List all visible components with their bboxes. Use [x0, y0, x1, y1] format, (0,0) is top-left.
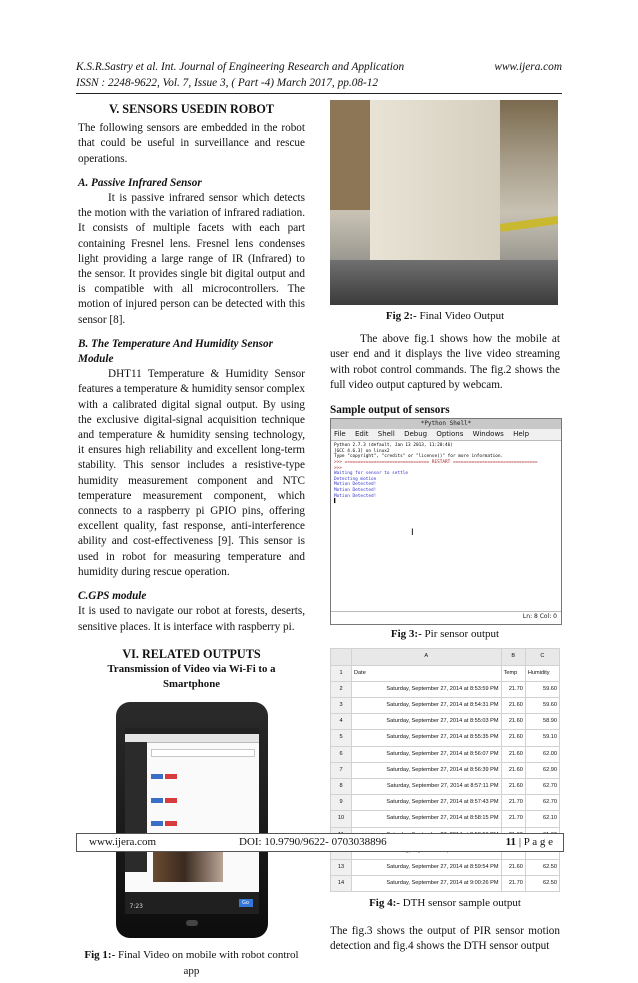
section-6-subtitle: Transmission of Video via Wi-Fi to a Smartphone: [107, 662, 276, 691]
journal-title: K.S.R.Sastry et al. Int. Journal of Engineering Research and Application: [76, 61, 405, 73]
shell-output: [331, 441, 561, 611]
smartphone-image: [116, 702, 268, 938]
photo-floor: [330, 260, 558, 305]
column-letter: [331, 649, 352, 665]
paragraph-figure-explanation: The above fig.1 shows how the mobile at user end and it displays the live video streaming with robot control commands. The fig.2 shows the full video output captured by webcam.: [330, 333, 560, 391]
footer-doi: DOI: 10.9790/9622- 0703038896: [239, 836, 387, 848]
cell-date: Saturday, September 27, 2014 at 8:56:07 PM: [352, 746, 502, 762]
page-footer: [76, 833, 564, 852]
header-rule: [76, 93, 562, 94]
phone-on-button: [151, 774, 163, 779]
cell-humidity: 62.50: [525, 876, 559, 892]
table-row: [331, 762, 560, 778]
table-row: [331, 730, 560, 746]
shell-line: >>> ================================ RESTART ================================: [334, 460, 538, 465]
subsection-a-title: A. Passive Infrared Sensor: [78, 176, 202, 189]
cell-date: Saturday, September 27, 2014 at 9:00:26 PM: [352, 876, 502, 892]
cell-temp: 21.60: [501, 762, 525, 778]
row-number: 5: [331, 730, 352, 746]
table-row: [331, 795, 560, 811]
phone-off-button: [165, 798, 177, 803]
phone-input-box: [151, 749, 255, 757]
cell-date: Saturday, September 27, 2014 at 8:55:03 PM: [352, 714, 502, 730]
video-output-photo: [330, 100, 558, 305]
photo-door: [330, 100, 370, 210]
figure-1-caption: [78, 948, 305, 978]
subsection-a-text: It is passive infrared sensor which detects the motion with the variation of infrared radiation. It consists of multiple facets with each part containing Fresnel lens. Fresnel lens condenses light providing a large range of IR (Infrared) to the sensor. It provides single bit digital output and is compatible with all microcontrollers. The motion of injured person can be detected with this sensor [8].: [78, 192, 305, 326]
section-5-intro: The following sensors are embedded in the robot that could be useful in surveillance and rescue operations.: [78, 122, 305, 165]
table-row: [331, 698, 560, 714]
shell-status-bar: Ln: 8 Col: 0: [331, 611, 561, 622]
shell-line: Motion Detected!: [334, 493, 377, 499]
row-number: 9: [331, 795, 352, 811]
table-row: [331, 714, 560, 730]
cell-temp: 21.70: [501, 876, 525, 892]
cell-date: Saturday, September 27, 2014 at 8:55:35 PM: [352, 730, 502, 746]
shell-line: Motion Detected!: [334, 487, 377, 493]
figure-1-text: Final Video on mobile with robot control app: [115, 949, 299, 977]
phone-home-button: [186, 920, 198, 926]
cell-temp: 21.70: [501, 681, 525, 697]
shell-title-bar: *Python Shell*: [331, 419, 561, 429]
cell-humidity: 59.60: [525, 698, 559, 714]
shell-line: Motion Detected!: [334, 482, 377, 488]
row-number: 6: [331, 746, 352, 762]
row-number: 4: [331, 714, 352, 730]
phone-on-button: [151, 798, 163, 803]
paragraph-sensor-explanation: The fig.3 shows the output of PIR sensor motion detection and fig.4 shows the DTH sensor output: [330, 924, 560, 952]
table-column-letters: [331, 649, 560, 665]
cell-date: Saturday, September 27, 2014 at 8:54:31 PM: [352, 698, 502, 714]
subsection-c-text: It is used to navigate our robot at forests, deserts, sensitive places. It is interface with raspberry pi.: [78, 605, 305, 633]
shell-menu-edit: Edit: [354, 430, 369, 439]
header-temp: Temp: [501, 665, 525, 681]
phone-go-button: Go: [239, 899, 253, 907]
figure-4-caption: [330, 896, 560, 911]
cell-humidity: 59.60: [525, 681, 559, 697]
photo-yellow-stripe: [500, 216, 558, 232]
cell-date: Saturday, September 27, 2014 at 8:58:15 PM: [352, 811, 502, 827]
cell-temp: 21.60: [501, 860, 525, 876]
row-number: 14: [331, 876, 352, 892]
row-number: 2: [331, 681, 352, 697]
row-number: 7: [331, 762, 352, 778]
shell-prompt: ▌: [334, 499, 337, 505]
row-number: 10: [331, 811, 352, 827]
cell-temp: 21.60: [501, 698, 525, 714]
cell-temp: 21.60: [501, 746, 525, 762]
running-header-issn: ISSN : 2248-9622, Vol. 7, Issue 3, ( Part -4) March 2017, pp.08-12: [76, 77, 379, 89]
row-number: 13: [331, 860, 352, 876]
figure-1-label: Fig 1:-: [84, 949, 116, 962]
cell-humidity: 62.90: [525, 762, 559, 778]
cell-date: Saturday, September 27, 2014 at 8:53:59 PM: [352, 681, 502, 697]
row-number: 1: [331, 665, 352, 681]
shell-menu-windows: Windows: [472, 430, 504, 439]
figure-3-label: Fig 3:-: [390, 628, 422, 641]
cell-humidity: 62.70: [525, 795, 559, 811]
page-number: 11: [505, 836, 517, 848]
cell-date: Saturday, September 27, 2014 at 8:57:11 PM: [352, 779, 502, 795]
cell-humidity: 58.90: [525, 714, 559, 730]
cell-temp: 21.60: [501, 730, 525, 746]
shell-line: Python 2.7.3 (default, Jan 13 2013, 11:20:46): [334, 443, 453, 449]
footer-page-number: [506, 834, 553, 851]
phone-app-sidebar: [125, 742, 147, 872]
section-6-title: VI. RELATED OUTPUTS: [122, 646, 261, 661]
running-header-journal: [76, 60, 562, 75]
table-row: [331, 876, 560, 892]
cell-temp: 21.70: [501, 811, 525, 827]
cell-humidity: 62.10: [525, 811, 559, 827]
header-humidity: Humidity: [525, 665, 559, 681]
python-shell-screenshot: [330, 418, 562, 625]
phone-off-button: [165, 821, 177, 826]
cell-date: Saturday, September 27, 2014 at 8:56:39 PM: [352, 762, 502, 778]
shell-menu-bar: [331, 429, 561, 441]
shell-line: Type "copyright", "credits" or "license()" for more information.: [334, 454, 504, 460]
table-row: [331, 811, 560, 827]
figure-2-text: Final Video Output: [416, 310, 505, 322]
cell-temp: 21.60: [501, 714, 525, 730]
row-number: 3: [331, 698, 352, 714]
page-word: | P a g e: [516, 836, 553, 848]
shell-menu-options: Options: [436, 430, 464, 439]
shell-menu-debug: Debug: [404, 430, 428, 439]
figure-4-label: Fig 4:-: [369, 897, 400, 910]
table-row: [331, 860, 560, 876]
right-column: [330, 100, 560, 954]
shell-menu-help: Help: [513, 430, 530, 439]
cell-humidity: 62.50: [525, 860, 559, 876]
column-letter: B: [501, 649, 525, 665]
phone-keyboard-bar: [125, 892, 259, 914]
shell-line: Waiting for sensor to settle: [334, 471, 409, 477]
photo-wall: [370, 100, 500, 270]
shell-menu-file: File: [334, 430, 346, 439]
subsection-b-text: DHT11 Temperature & Humidity Sensor features a temperature & humidity sensor complex with a calibrated digital signal output. By using the exclusive digital-signal acquisition technique and temperature & humidity sensing technology, it ensures high reliability and excellent long-term stability. This sensor includes a resistive-type humidity measurement component and NTC temperature measurement component, which connects to a raspberry pi GPIO pins, offering excellent quality, fast response, anti-interference ability and cost-effectiveness [9]. This sensor is used in robot for measuring temperature and humidity during rescue operation.: [78, 368, 305, 578]
figure-2-label: Fig 2:-: [385, 310, 417, 322]
phone-off-button: [165, 774, 177, 779]
section-5-title: V. SENSORS USEDIN ROBOT: [108, 102, 275, 116]
dth-sensor-table: [330, 648, 560, 892]
row-number: 8: [331, 779, 352, 795]
cell-date: Saturday, September 27, 2014 at 8:59:54 PM: [352, 860, 502, 876]
figure-3-text: Pir sensor output: [421, 628, 500, 641]
figure-4-text: DTH sensor sample output: [399, 897, 521, 910]
phone-screen: [125, 728, 259, 914]
shell-menu-shell: Shell: [377, 430, 395, 439]
table-header-row: [331, 665, 560, 681]
figure-2-caption: [330, 309, 560, 324]
journal-website[interactable]: www.ijera.com: [494, 61, 562, 73]
table-row: [331, 779, 560, 795]
cell-humidity: 59.10: [525, 730, 559, 746]
subsection-b-title: B. The Temperature And Humidity Sensor Module: [78, 337, 273, 366]
cell-humidity: 62.70: [525, 779, 559, 795]
column-letter: C: [525, 649, 559, 665]
phone-time: 7:23: [129, 903, 143, 911]
cell-temp: 21.70: [501, 795, 525, 811]
figure-3-caption: [330, 627, 560, 642]
text-cursor-icon: I: [411, 528, 414, 539]
footer-website[interactable]: www.ijera.com: [89, 836, 157, 848]
subsection-c-title: C.GPS module: [78, 590, 147, 603]
cell-temp: 21.60: [501, 779, 525, 795]
cell-humidity: 62.00: [525, 746, 559, 762]
phone-on-button: [151, 821, 163, 826]
table-row: [331, 681, 560, 697]
table-row: [331, 746, 560, 762]
shell-line: Detecting motion: [334, 476, 377, 482]
shell-line: >>>: [334, 465, 342, 471]
cell-date: Saturday, September 27, 2014 at 8:57:43 PM: [352, 795, 502, 811]
column-letter: A: [352, 649, 502, 665]
sample-output-title: Sample output of sensors: [330, 404, 450, 417]
header-date: Date: [352, 665, 502, 681]
shell-line: [GCC 4.6.3] on linux2: [334, 448, 390, 454]
